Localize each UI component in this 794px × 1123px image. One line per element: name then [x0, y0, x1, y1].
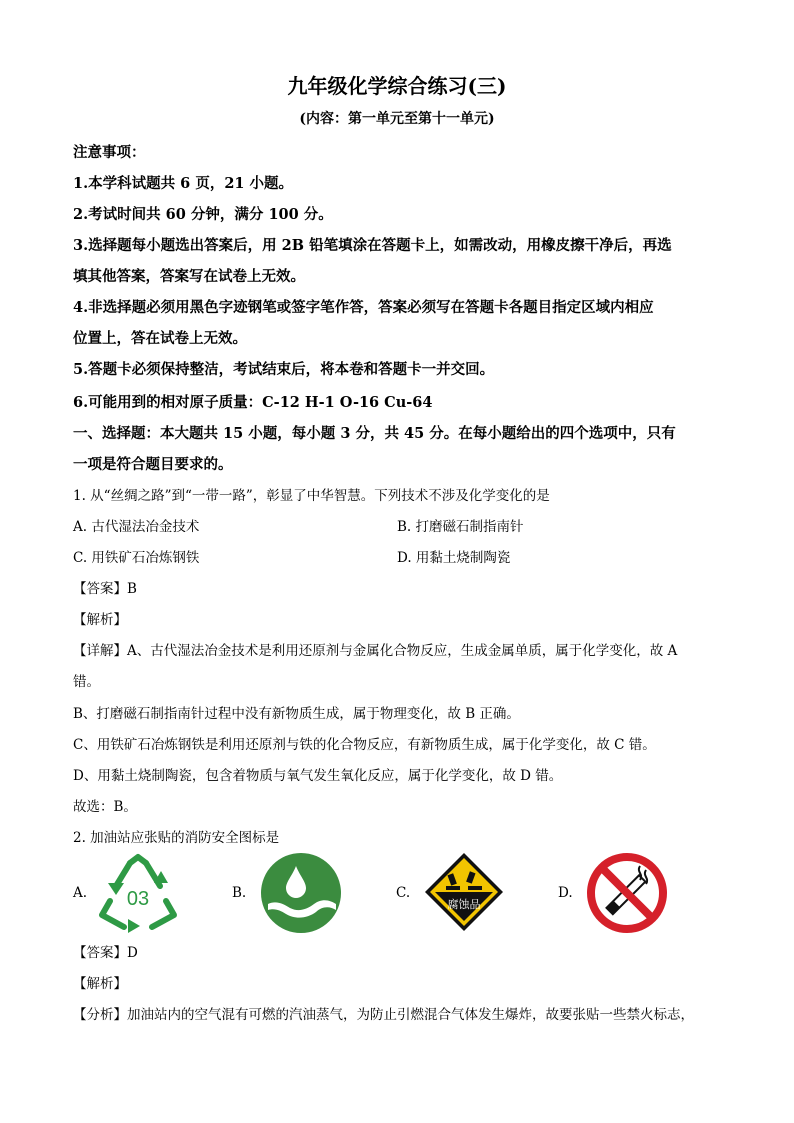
q1-stem: 1. 从“丝绸之路”到“一带一路”，彰显了中华智慧。下列技术不涉及化学变化的是 — [73, 488, 550, 504]
section-heading-line2: 一项是符合题目要求的。 — [73, 456, 233, 473]
q1-answer: 【答案】B — [73, 581, 137, 597]
q2-option-c-label: C. — [396, 885, 411, 901]
note-item-5: 5.答题卡必须保持整洁，考试结束后，将本卷和答题卡一并交回。 — [73, 361, 495, 378]
q2-option-d-label: D. — [558, 885, 573, 901]
q2-option-a-label: A. — [73, 885, 88, 901]
q1-conclusion: 故选：B。 — [73, 799, 137, 815]
page-title: 九年级化学综合练习(三) — [287, 74, 507, 98]
q2-analysis-text: 【分析】加油站内的空气混有可燃的汽油蒸气，为防止引燃混合气体发生爆炸，故要张贴一些禁火标志， — [73, 1007, 694, 1023]
section-heading-line1: 一、选择题：本大题共 15 小题，每小题 3 分，共 45 分。在每小题给出的四个选项中，只有 — [73, 425, 676, 442]
q1-detail-2: 错。 — [73, 674, 100, 690]
q1-detail-1: 【详解】A、古代湿法冶金技术是利用还原剂与金属化合物反应，生成金属单质，属于化学变化，故 A — [73, 643, 678, 659]
q1-option-d: D. 用黏土烧制陶瓷 — [397, 550, 511, 566]
recycle-icon — [94, 853, 182, 933]
page-subtitle: (内容：第一单元至第十一单元) — [299, 111, 495, 127]
note-item-4-cont: 位置上，答在试卷上无效。 — [73, 330, 247, 347]
no-smoking-icon — [586, 852, 668, 934]
note-item-3-cont: 填其他答案，答案写在试卷上无效。 — [73, 268, 305, 285]
note-item-4: 4.非选择题必须用黑色字迹钢笔或签字笔作答，答案必须写在答题卡各题目指定区域内相应 — [73, 299, 654, 316]
water-saving-icon — [260, 852, 342, 934]
q1-option-b: B. 打磨磁石制指南针 — [397, 519, 524, 535]
q2-option-b-label: B. — [232, 885, 247, 901]
q1-analysis-heading: 【解析】 — [73, 612, 127, 628]
corrosive-icon-label: 腐蚀品 — [447, 898, 481, 911]
note-item-1: 1.本学科试题共 6 页，21 小题。 — [73, 175, 294, 192]
recycle-icon-code: 03 — [126, 888, 150, 910]
corrosive-icon — [424, 852, 504, 932]
q2-analysis-heading: 【解析】 — [73, 976, 127, 992]
q1-option-c: C. 用铁矿石冶炼钢铁 — [73, 550, 200, 566]
q1-detail-5: D、用黏土烧制陶瓷，包含着物质与氧气发生氧化反应，属于化学变化，故 D 错。 — [73, 768, 563, 784]
q1-option-a: A. 古代湿法冶金技术 — [73, 519, 200, 535]
note-item-3: 3.选择题每小题选出答案后，用 2B 铅笔填涂在答题卡上，如需改动，用橡皮擦干净后，再选 — [73, 237, 672, 254]
q1-detail-3: B、打磨磁石制指南针过程中没有新物质生成，属于物理变化，故 B 正确。 — [73, 706, 520, 722]
note-item-2: 2.考试时间共 60 分钟，满分 100 分。 — [73, 206, 333, 223]
q2-answer: 【答案】D — [73, 945, 138, 961]
q2-stem: 2. 加油站应张贴的消防安全图标是 — [73, 830, 280, 846]
note-item-6: 6.可能用到的相对原子质量：C-12 H-1 O-16 Cu-64 — [73, 394, 433, 411]
notes-heading: 注意事项： — [73, 144, 146, 161]
q1-detail-4: C、用铁矿石冶炼钢铁是利用还原剂与铁的化合物反应，有新物质生成，属于化学变化，故 C 错。 — [73, 737, 656, 753]
